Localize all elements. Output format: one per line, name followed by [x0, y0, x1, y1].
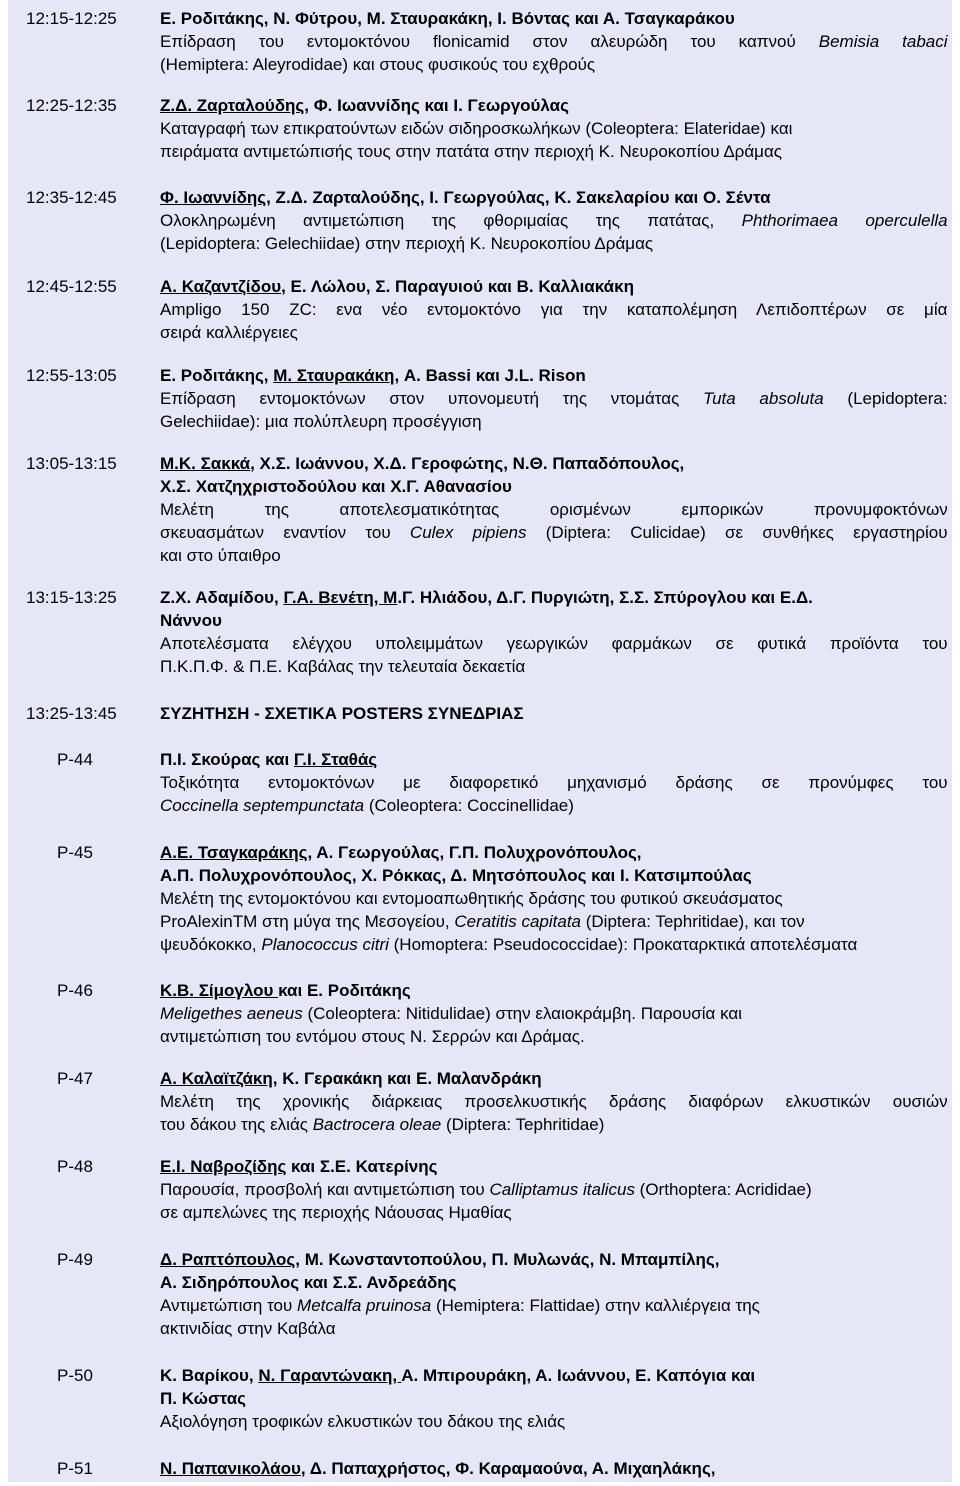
poster-code: P-44	[57, 749, 93, 769]
poster-code: P-46	[57, 980, 93, 1000]
line-text	[160, 748, 377, 771]
poster-code: P-49	[57, 1249, 93, 1269]
title-text: Gelechiidae): μια πολύπλευρη προσέγγιση	[160, 411, 482, 431]
authors-line	[160, 452, 948, 475]
presenting-author: Μ. Σταυρακάκη	[273, 365, 395, 385]
title-line	[160, 1201, 948, 1224]
title-text: Παρουσία, προσβολή και αντιμετώπιση του	[160, 1179, 490, 1199]
line-text	[160, 364, 586, 387]
entry-content	[160, 586, 948, 678]
line-text	[160, 632, 948, 655]
presenting-author: Μ.Κ. Σακκά	[160, 453, 251, 473]
title-text: Καταγραφή των επικρατούντων ειδών σιδηροσκωλήκων (Coleoptera: Elateridae) και	[160, 118, 793, 138]
presenting-author: Ε.Ι. Ναβροζίδης	[160, 1156, 287, 1176]
title-line	[160, 1025, 948, 1048]
authors-line	[160, 364, 948, 387]
title-text: Π.Κ.Π.Φ. & Π.Ε. Καβάλας την τελευταία δεκαετία	[160, 656, 526, 676]
title-text: (Coleoptera: Nitidulidae) στην ελαιοκράμβη. Παρουσία και	[302, 1003, 742, 1023]
title-text: (Lepidoptera: Gelechiidae) στην περιοχή Κ. Νευροκοπίου Δράμας	[160, 233, 654, 253]
title-text: Μελέτη της χρονικής διάρκειας προσελκυστικής δράσης διαφόρων ελκυστικών ουσιών	[160, 1091, 948, 1111]
authors-line	[160, 1457, 948, 1480]
authors-line	[160, 841, 948, 864]
line-text	[160, 1178, 812, 1201]
title-text: αντιμετώπιση του εντόμου στους Ν. Σερρών και Δράμας.	[160, 1026, 585, 1046]
line-text	[160, 544, 281, 567]
time-slot: 12:55-13:05	[26, 365, 117, 385]
authors-line	[160, 1155, 948, 1178]
poster-code: P-45	[57, 842, 93, 862]
title-line	[160, 1002, 948, 1025]
title-text: (Diptera: Culicidae) σε συνθήκες εργαστηρίου	[526, 522, 948, 542]
authors-line	[160, 1387, 948, 1410]
entry-content	[160, 275, 948, 344]
title-line	[160, 232, 948, 255]
title-line	[160, 117, 948, 140]
line-text	[160, 7, 735, 30]
title-text: (Diptera: Tephritidae)	[441, 1114, 605, 1134]
authors-line	[160, 475, 948, 498]
title-text: σειρά καλλιέργειες	[160, 322, 298, 342]
poster-code: P-47	[57, 1068, 93, 1088]
title-text: ψευδόκοκκο,	[160, 934, 262, 954]
line-text	[160, 979, 411, 1002]
line-text	[160, 864, 752, 887]
presenting-author: Γ.Α. Βενέτη, Μ	[283, 587, 398, 607]
author-names: Νάννου	[160, 610, 222, 630]
species-name: Bemisia tabaci	[818, 31, 948, 51]
title-line	[160, 933, 948, 956]
authors-line	[160, 275, 948, 298]
author-names: Κ. Βαρίκου,	[160, 1365, 259, 1385]
author-names: Ε. Ροδιτάκης,	[160, 365, 274, 385]
title-line	[160, 209, 948, 232]
author-names: , Ε. Λώλου, Σ. Παραγυιού και Β. Καλλιακάκη	[281, 276, 634, 296]
title-text: ProAlexinTM στη μύγα της Μεσογείου,	[160, 911, 455, 931]
line-text	[160, 1067, 542, 1090]
title-line	[160, 794, 948, 817]
title-text: Τοξικότητα εντομοκτόνων με διαφορετικό μηχανισμό δράσης σε προνύμφες του	[160, 772, 948, 792]
title-text: Μελέτη της εντομοκτόνου και εντομοαπωθητικής δράσης του φυτικού σκευάσματος	[160, 888, 783, 908]
author-names: Χ.Σ. Χατζηχριστοδούλου και Χ.Γ. Αθανασίου	[160, 476, 512, 496]
author-names: Π.Ι. Σκούρας και	[160, 749, 294, 769]
authors-line	[160, 748, 948, 771]
entry-content	[160, 94, 948, 163]
title-line	[160, 910, 948, 933]
title-text: (Diptera: Tephritidae), και τον	[581, 911, 805, 931]
title-line	[160, 298, 948, 321]
line-text	[160, 1271, 457, 1294]
title-line	[160, 521, 948, 544]
time-slot: 12:25-12:35	[26, 95, 117, 115]
title-text: σκευασμάτων εναντίον του	[160, 522, 410, 542]
poster-code: P-51	[57, 1458, 93, 1478]
authors-line	[160, 979, 948, 1002]
title-text: (Orthoptera: Acrididae)	[634, 1179, 812, 1199]
species-name: Culex pipiens	[409, 522, 527, 542]
authors-line	[160, 94, 948, 117]
line-text	[160, 452, 684, 475]
title-line	[160, 771, 948, 794]
title-line	[160, 655, 948, 678]
title-text: (Lepidoptera:	[823, 388, 948, 408]
title-text: Ολοκληρωμένη αντιμετώπιση της φθοριμαίας της πατάτας,	[160, 210, 742, 230]
line-text	[160, 321, 298, 344]
title-line	[160, 544, 948, 567]
presenting-author: Γ.Ι. Σταθάς	[293, 749, 378, 769]
line-text	[160, 794, 574, 817]
line-text	[160, 1410, 565, 1433]
author-names: Α. Μπιρουράκη, Α. Ιωάννου, Ε. Καπόγια και	[401, 1365, 756, 1385]
title-text: (Homoptera: Pseudococcidae): Προκαταρκτικά αποτελέσματα	[388, 934, 858, 954]
author-names: Α. Σιδηρόπουλος και Σ.Σ. Ανδρεάδης	[160, 1272, 457, 1292]
title-text: του δάκου της ελιάς	[160, 1114, 313, 1134]
title-text: Αποτελέσματα ελέγχου υπολειμμάτων γεωργικών φαρμάκων σε φυτικά προϊόντα του	[160, 633, 948, 653]
presenting-author: Α. Καλαϊτζάκη	[160, 1068, 273, 1088]
line-text	[160, 1317, 336, 1340]
title-text: Αντιμετώπιση του	[160, 1295, 298, 1315]
line-text	[160, 1155, 438, 1178]
title-text: Επίδραση του εντομοκτόνου flonicamid στον αλευρώδη του καπνού	[160, 31, 819, 51]
line-text	[160, 910, 805, 933]
time-slot: 13:25-13:45	[26, 703, 117, 723]
line-text	[160, 475, 512, 498]
poster-code: P-50	[57, 1365, 93, 1385]
presenting-author: Δ. Ραπτόπουλος	[160, 1249, 296, 1269]
title-line	[160, 498, 948, 521]
line-text	[160, 1294, 760, 1317]
author-names: και Σ.Ε. Κατερίνης	[286, 1156, 438, 1176]
title-text: ακτινιδίας στην Καβάλα	[160, 1318, 336, 1338]
line-text	[160, 410, 482, 433]
entry-content	[160, 1457, 948, 1480]
title-text: Μελέτη της αποτελεσματικότητας ορισμένων εμπορικών προνυμφοκτόνων	[160, 499, 948, 519]
authors-line	[160, 1364, 948, 1387]
species-name: Calliptamus italicus	[489, 1179, 635, 1199]
entry-content	[160, 1155, 948, 1224]
title-text: πειράματα αντιμετώπισής τους στην πατάτα στην περιοχή Κ. Νευροκοπίου Δράμας	[160, 141, 782, 161]
line-text	[160, 609, 222, 632]
authors-line	[160, 1067, 948, 1090]
author-names: , Κ. Γερακάκη και Ε. Μαλανδράκη	[272, 1068, 542, 1088]
presenting-author: Α.Ε. Τσαγκαράκης,	[160, 842, 313, 862]
entry-content	[160, 979, 948, 1048]
line-text	[160, 521, 948, 544]
entry-content	[160, 841, 948, 956]
line-text	[160, 1387, 246, 1410]
authors-line	[160, 586, 948, 609]
entry-content	[160, 1067, 948, 1136]
author-names: .Γ. Ηλιάδου, Δ.Γ. Πυργιώτη, Σ.Σ. Σπύρογλου και Ε.Δ.	[397, 587, 813, 607]
author-names: , Δ. Παπαχρήστος, Φ. Καραμαούνα, Α. Μιχαηλάκης,	[300, 1458, 716, 1478]
author-names: , Ζ.Δ. Ζαρταλούδης, Ι. Γεωργούλας, Κ. Σακελαρίου και Ο. Σέντα	[266, 187, 771, 207]
species-name: Phthorimaea operculella	[741, 210, 948, 230]
title-text: Ampligo 150 ZC: ενα νέο εντομοκτόνο για την καταπολέμηση Λεπιδοπτέρων σε μία	[160, 299, 948, 319]
title-text: (Coleoptera: Coccinellidae)	[364, 795, 574, 815]
species-name: Ceratitis capitata	[454, 911, 582, 931]
authors-line	[160, 864, 948, 887]
discussion-heading	[160, 702, 948, 725]
presenting-author: Φ. Ιωαννίδης	[160, 187, 267, 207]
line-text	[160, 232, 653, 255]
species-name: Coccinella septempunctata	[160, 795, 365, 815]
line-text	[160, 887, 783, 910]
presenting-author: Α. Καζαντζίδου	[160, 276, 282, 296]
line-text	[160, 1090, 948, 1113]
title-line	[160, 1410, 948, 1433]
line-text	[160, 1201, 512, 1224]
line-text	[160, 1002, 742, 1025]
title-line	[160, 321, 948, 344]
line-text	[160, 30, 948, 53]
authors-line	[160, 7, 948, 30]
entry-content	[160, 186, 948, 255]
entry-content	[160, 7, 948, 76]
line-text	[160, 140, 782, 163]
authors-line	[160, 609, 948, 632]
author-names: , Φ. Ιωαννίδης και Ι. Γεωργούλας	[304, 95, 569, 115]
title-line	[160, 887, 948, 910]
author-names: Ζ.Χ. Αδαμίδου,	[160, 587, 284, 607]
species-name: Metcalfa pruinosa	[297, 1295, 432, 1315]
author-names: Ε. Ροδιτάκης, Ν. Φύτρου, Μ. Σταυρακάκη, Ι. Βόντας και Α. Τσαγκαράκου	[160, 8, 735, 28]
title-line	[160, 1294, 948, 1317]
authors-line	[160, 1248, 948, 1271]
author-names: , Μ. Κωνσταντοπούλου, Π. Μυλωνάς, Ν. Μπαμπίλης,	[295, 1249, 720, 1269]
entry-content	[160, 1248, 948, 1340]
title-line	[160, 140, 948, 163]
line-text	[160, 1364, 755, 1387]
presenting-author: Κ.Β. Σίμογλου	[160, 980, 279, 1000]
species-name: Meligethes aeneus	[160, 1003, 303, 1023]
line-text	[160, 586, 813, 609]
title-text: Επίδραση εντομοκτόνων στον υπονομευτή της ντομάτας	[160, 388, 703, 408]
title-text: (Hemiptera: Aleyrodidae) και στους φυσικούς του εχθρούς	[160, 54, 596, 74]
time-slot: 13:15-13:25	[26, 587, 117, 607]
line-text	[160, 498, 948, 521]
species-name: Bactrocera oleae	[312, 1114, 442, 1134]
line-text	[160, 1457, 716, 1480]
entry-content	[160, 702, 948, 725]
title-line	[160, 30, 948, 53]
title-line	[160, 632, 948, 655]
line-text	[160, 771, 948, 794]
time-slot: 13:05-13:15	[26, 453, 117, 473]
line-text	[160, 1025, 585, 1048]
heading-text: ΣΥΖΗΤΗΣΗ - ΣΧΕΤΙΚΑ POSTERS ΣΥΝΕΔΡΙΑΣ	[160, 703, 524, 723]
time-slot: 12:45-12:55	[26, 276, 117, 296]
presenting-author: Ν. Παπανικολάου	[160, 1458, 301, 1478]
line-text	[160, 387, 948, 410]
authors-line	[160, 1271, 948, 1294]
line-text	[160, 298, 947, 321]
title-text: σε αμπελώνες της περιοχής Νάουσας Ημαθίας	[160, 1202, 512, 1222]
title-line	[160, 1178, 948, 1201]
title-line	[160, 53, 948, 76]
title-line	[160, 410, 948, 433]
presenting-author: Ν. Γαραντώνακη,	[258, 1365, 402, 1385]
title-text: (Hemiptera: Flattidae) στην καλλιέργεια της	[431, 1295, 760, 1315]
author-names: Π. Κώστας	[160, 1388, 247, 1408]
line-text	[160, 1248, 720, 1271]
time-slot: 12:35-12:45	[26, 187, 117, 207]
line-text	[160, 117, 792, 140]
title-line	[160, 1317, 948, 1340]
line-text	[160, 275, 634, 298]
poster-code: P-48	[57, 1156, 93, 1176]
authors-line	[160, 186, 948, 209]
title-text: και στο ύπαιθρο	[160, 545, 281, 565]
author-names: , A. Bassi και J.L. Rison	[394, 365, 586, 385]
species-name: Tuta absoluta	[702, 388, 824, 408]
entry-content	[160, 452, 948, 567]
title-line	[160, 1113, 948, 1136]
line-text	[160, 53, 595, 76]
line-text	[160, 1113, 604, 1136]
line-text	[160, 94, 569, 117]
line-text	[160, 655, 525, 678]
author-names: Α.Π. Πολυχρονόπουλος, Χ. Ρόκκας, Δ. Μητσόπουλος και Ι. Κατσιμπούλας	[160, 865, 752, 885]
line-text	[160, 841, 642, 864]
entry-content	[160, 1364, 948, 1433]
entry-content	[160, 364, 948, 433]
title-text: Αξιολόγηση τροφικών ελκυστικών του δάκου της ελιάς	[160, 1411, 566, 1431]
time-slot: 12:15-12:25	[26, 8, 117, 28]
author-names: και Ε. Ροδιτάκης	[278, 980, 411, 1000]
line-text	[160, 186, 771, 209]
entry-content	[160, 748, 948, 817]
presenting-author: Ζ.Δ. Ζαρταλούδης	[160, 95, 305, 115]
line-text	[160, 933, 857, 956]
author-names: Α. Γεωργούλας, Γ.Π. Πολυχρονόπουλος,	[312, 842, 642, 862]
species-name: Planococcus citri	[261, 934, 389, 954]
title-line	[160, 1090, 948, 1113]
author-names: , Χ.Σ. Ιωάννου, Χ.Δ. Γεροφώτης, Ν.Θ. Παπαδόπουλος,	[250, 453, 685, 473]
title-line	[160, 387, 948, 410]
line-text	[160, 209, 948, 232]
